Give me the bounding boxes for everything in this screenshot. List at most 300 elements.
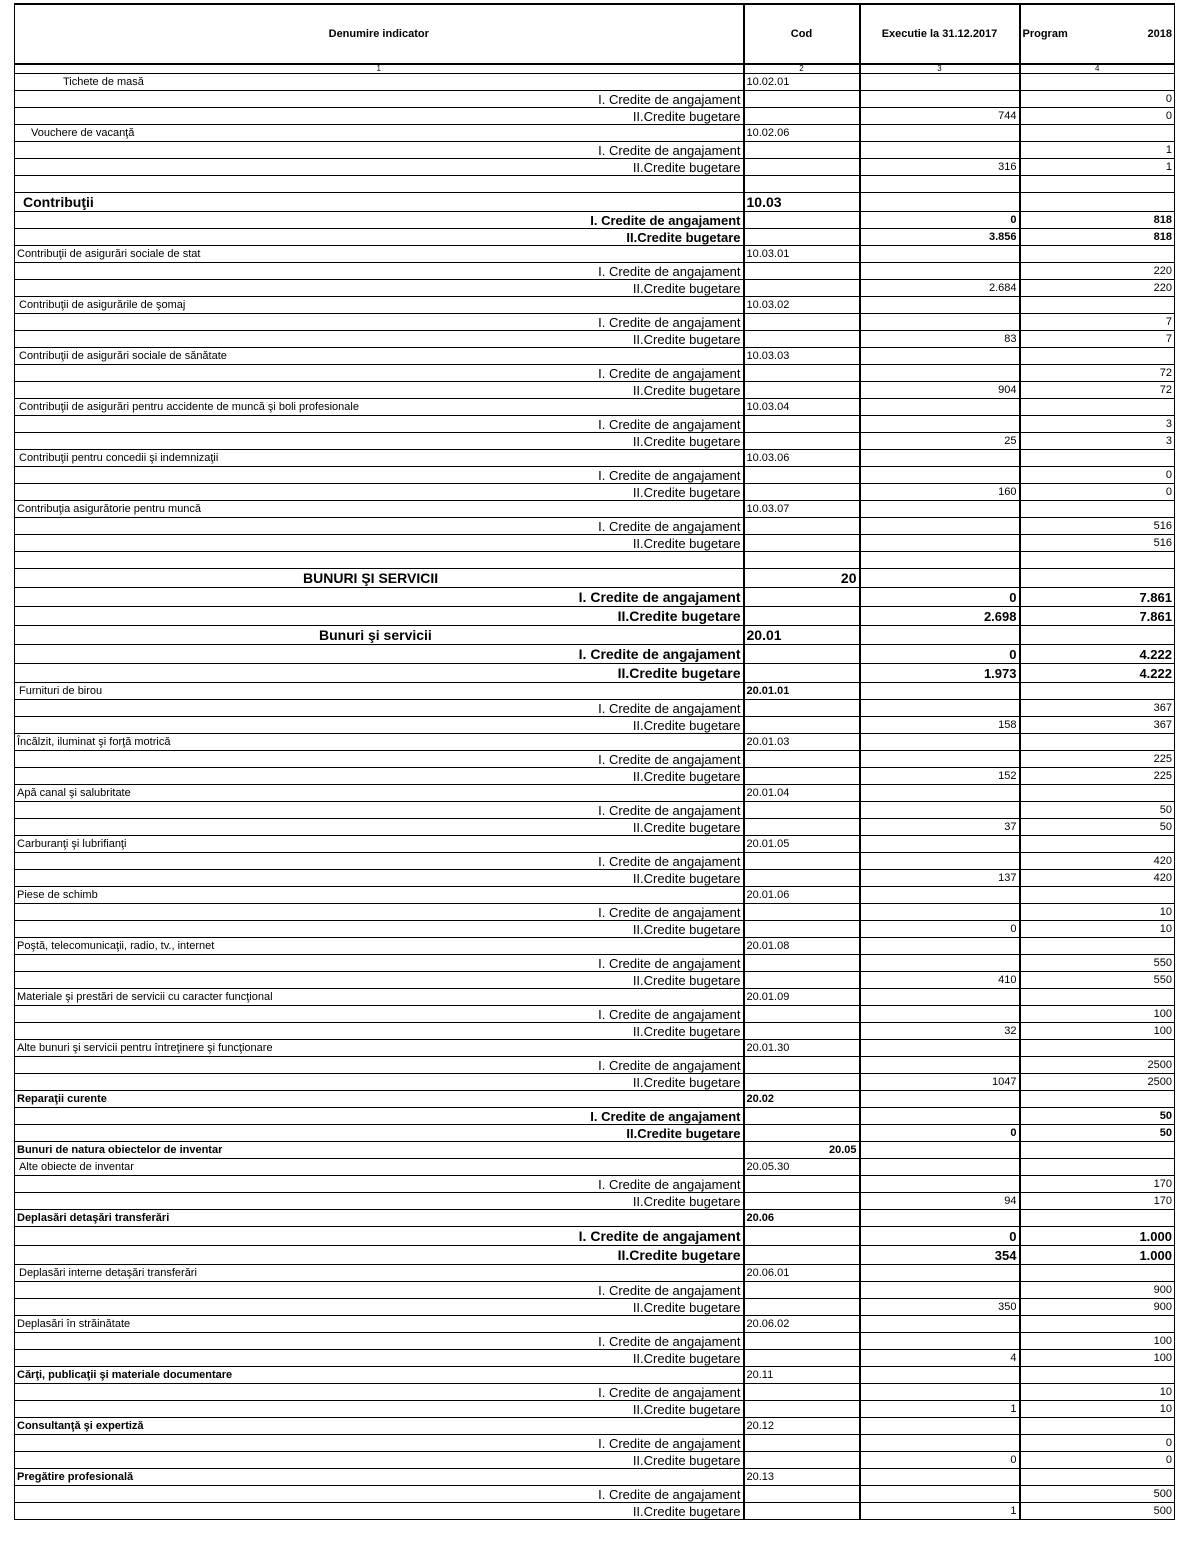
credit-line-row: [15, 263, 1175, 280]
execution-value: [860, 1282, 1020, 1299]
credit-line-row: [15, 645, 1175, 664]
credit-line-label: II.Credite bugetare: [15, 535, 744, 552]
value-cell: [1020, 297, 1175, 314]
execution-value: [860, 1176, 1020, 1193]
program-value: 900: [1020, 1282, 1175, 1299]
execution-value: 0: [860, 1125, 1020, 1142]
program-value: 100: [1020, 1350, 1175, 1367]
credit-line-row: [15, 1006, 1175, 1023]
credit-line-label: I. Credite de angajament: [15, 700, 744, 717]
value-cell: [1020, 1367, 1175, 1384]
indicator-name: Deplasări în străinătate: [15, 1316, 744, 1333]
value-cell: [860, 193, 1020, 212]
program-value: 50: [1020, 1125, 1175, 1142]
program-value: 50: [1020, 819, 1175, 836]
value-cell: [1020, 125, 1175, 142]
credit-line-label: I. Credite de angajament: [15, 518, 744, 535]
code-cell: [744, 700, 860, 717]
program-value: 0: [1020, 467, 1175, 484]
indicator-name: Cărţi, publicaţii şi materiale documentare: [15, 1367, 744, 1384]
program-value: 1: [1020, 142, 1175, 159]
indicator-name: Contribuţii de asigurări pentru accidente de muncă şi boli profesionale: [15, 399, 744, 416]
code-cell: [744, 484, 860, 501]
credit-line-label: I. Credite de angajament: [15, 142, 744, 159]
program-value: 170: [1020, 1176, 1175, 1193]
credit-line-label: II.Credite bugetare: [15, 921, 744, 938]
credit-line-row: [15, 1125, 1175, 1142]
indicator-name: Pregătire profesională: [15, 1469, 744, 1486]
credit-line-row: [15, 768, 1175, 785]
code-cell: [744, 467, 860, 484]
code-cell: [744, 1350, 860, 1367]
section-heading-row: [15, 569, 1175, 588]
credit-line-label: I. Credite de angajament: [15, 1176, 744, 1193]
value-cell: [1020, 989, 1175, 1006]
code-cell: [744, 1227, 860, 1246]
indicator-code: 20.01.08: [744, 938, 860, 955]
indicator-row: [15, 1159, 1175, 1176]
credit-line-row: [15, 365, 1175, 382]
program-value: 100: [1020, 1006, 1175, 1023]
blank-cell: [15, 552, 744, 569]
indicator-row: [15, 1469, 1175, 1486]
code-cell: [744, 802, 860, 819]
indicator-name: Alte obiecte de inventar: [15, 1159, 744, 1176]
value-cell: [860, 348, 1020, 365]
section-heading: Contribuţii: [15, 193, 744, 212]
value-cell: [860, 836, 1020, 853]
execution-value: [860, 700, 1020, 717]
execution-value: 904: [860, 382, 1020, 399]
credit-line-row: [15, 802, 1175, 819]
code-cell: [744, 870, 860, 887]
value-cell: [1020, 1418, 1175, 1435]
value-cell: [860, 1418, 1020, 1435]
execution-value: 137: [860, 870, 1020, 887]
credit-line-row: [15, 751, 1175, 768]
execution-value: 0: [860, 588, 1020, 607]
program-value: 7: [1020, 331, 1175, 348]
indicator-row: [15, 1210, 1175, 1227]
credit-line-label: II.Credite bugetare: [15, 870, 744, 887]
value-cell: [1020, 1265, 1175, 1282]
value-cell: [1020, 1142, 1175, 1159]
credit-line-row: [15, 518, 1175, 535]
credit-line-label: II.Credite bugetare: [15, 229, 744, 246]
execution-value: [860, 467, 1020, 484]
indicator-code: 20.05: [744, 1142, 860, 1159]
indicator-name: Carburanţi şi lubrifianţi: [15, 836, 744, 853]
credit-line-row: [15, 314, 1175, 331]
credit-line-row: [15, 382, 1175, 399]
credit-line-label: I. Credite de angajament: [15, 365, 744, 382]
credit-line-row: [15, 972, 1175, 989]
credit-line-label: I. Credite de angajament: [15, 1108, 744, 1125]
blank-cell: [15, 176, 744, 193]
credit-line-row: [15, 91, 1175, 108]
credit-line-label: I. Credite de angajament: [15, 645, 744, 664]
indicator-name: Contribuţii pentru concedii şi indemnizaţii: [15, 450, 744, 467]
indicator-code: 10.03.01: [744, 246, 860, 263]
credit-line-label: I. Credite de angajament: [15, 212, 744, 229]
execution-value: 744: [860, 108, 1020, 125]
indicator-row: [15, 246, 1175, 263]
code-cell: [744, 1452, 860, 1469]
program-value: 10: [1020, 904, 1175, 921]
indicator-row: [15, 1040, 1175, 1057]
header-row: [15, 4, 1175, 64]
value-cell: [860, 1265, 1020, 1282]
credit-line-row: [15, 1503, 1175, 1520]
value-cell: [860, 125, 1020, 142]
indicator-row: [15, 887, 1175, 904]
execution-value: 0: [860, 645, 1020, 664]
execution-value: [860, 518, 1020, 535]
indicator-name: Vouchere de vacanţă: [15, 125, 744, 142]
code-cell: [744, 1299, 860, 1316]
credit-line-row: [15, 1384, 1175, 1401]
indicator-code: 20.01.03: [744, 734, 860, 751]
program-value: 72: [1020, 365, 1175, 382]
indicator-name: Piese de schimb: [15, 887, 744, 904]
execution-value: [860, 263, 1020, 280]
credit-line-label: II.Credite bugetare: [15, 331, 744, 348]
code-cell: [744, 1486, 860, 1503]
execution-value: [860, 853, 1020, 870]
value-cell: [1020, 836, 1175, 853]
column-number-4: 4: [1020, 64, 1175, 74]
value-cell: [860, 1367, 1020, 1384]
column-number-2: 2: [744, 64, 860, 74]
value-cell: [860, 297, 1020, 314]
credit-line-label: II.Credite bugetare: [15, 1193, 744, 1210]
credit-line-row: [15, 1333, 1175, 1350]
execution-value: [860, 904, 1020, 921]
program-value: 10: [1020, 1401, 1175, 1418]
value-cell: [1020, 450, 1175, 467]
value-cell: [1020, 1469, 1175, 1486]
code-cell: [744, 1176, 860, 1193]
section-heading-row: [15, 626, 1175, 645]
program-value: 170: [1020, 1193, 1175, 1210]
code-cell: [744, 108, 860, 125]
code-cell: [744, 1384, 860, 1401]
program-value: 500: [1020, 1503, 1175, 1520]
indicator-code: 20.01.05: [744, 836, 860, 853]
value-cell: [1020, 734, 1175, 751]
indicator-code: 10.02.06: [744, 125, 860, 142]
blank-cell: [744, 552, 860, 569]
execution-value: 25: [860, 433, 1020, 450]
blank-cell: [744, 176, 860, 193]
blank-cell: [860, 552, 1020, 569]
indicator-row: [15, 989, 1175, 1006]
indicator-code: 20.06.01: [744, 1265, 860, 1282]
program-value: 225: [1020, 768, 1175, 785]
indicator-code: 10.03.03: [744, 348, 860, 365]
indicator-code: 10.03.04: [744, 399, 860, 416]
value-cell: [860, 74, 1020, 91]
section-code: 10.03: [744, 193, 860, 212]
program-value: 7: [1020, 314, 1175, 331]
program-value: 3: [1020, 416, 1175, 433]
execution-value: 32: [860, 1023, 1020, 1040]
credit-line-row: [15, 607, 1175, 626]
execution-value: 354: [860, 1246, 1020, 1265]
credit-line-row: [15, 159, 1175, 176]
code-cell: [744, 1023, 860, 1040]
code-cell: [744, 717, 860, 734]
value-cell: [860, 785, 1020, 802]
credit-line-row: [15, 1350, 1175, 1367]
code-cell: [744, 1246, 860, 1265]
section-code: 20: [744, 569, 860, 588]
execution-value: 0: [860, 1452, 1020, 1469]
value-cell: [860, 1210, 1020, 1227]
credit-line-label: II.Credite bugetare: [15, 1401, 744, 1418]
program-value: 4.222: [1020, 664, 1175, 683]
code-cell: [744, 1074, 860, 1091]
value-cell: [1020, 887, 1175, 904]
code-cell: [744, 955, 860, 972]
code-cell: [744, 921, 860, 938]
program-value: 4.222: [1020, 645, 1175, 664]
code-cell: [744, 365, 860, 382]
code-cell: [744, 1006, 860, 1023]
budget-table: [14, 3, 1175, 1520]
program-value: 0: [1020, 108, 1175, 125]
blank-row: [15, 552, 1175, 569]
indicator-row: [15, 74, 1175, 91]
value-cell: [860, 399, 1020, 416]
execution-value: 3.856: [860, 229, 1020, 246]
indicator-name: Contribuţii de asigurări sociale de sănătate: [15, 348, 744, 365]
credit-line-row: [15, 1435, 1175, 1452]
credit-line-row: [15, 1227, 1175, 1246]
indicator-code: 10.03.02: [744, 297, 860, 314]
program-value: 2500: [1020, 1074, 1175, 1091]
credit-line-label: I. Credite de angajament: [15, 1435, 744, 1452]
credit-line-row: [15, 870, 1175, 887]
blank-cell: [1020, 552, 1175, 569]
execution-value: [860, 1435, 1020, 1452]
program-value: 516: [1020, 518, 1175, 535]
blank-cell: [860, 176, 1020, 193]
credit-line-label: I. Credite de angajament: [15, 751, 744, 768]
credit-line-row: [15, 921, 1175, 938]
value-cell: [860, 938, 1020, 955]
indicator-row: [15, 450, 1175, 467]
credit-line-row: [15, 1023, 1175, 1040]
value-cell: [860, 569, 1020, 588]
code-cell: [744, 1503, 860, 1520]
execution-value: [860, 1486, 1020, 1503]
execution-value: 350: [860, 1299, 1020, 1316]
program-value: 0: [1020, 1435, 1175, 1452]
credit-line-row: [15, 108, 1175, 125]
code-cell: [744, 1108, 860, 1125]
code-cell: [744, 331, 860, 348]
execution-value: [860, 1006, 1020, 1023]
execution-value: [860, 1333, 1020, 1350]
indicator-code: 20.01.30: [744, 1040, 860, 1057]
credit-line-row: [15, 664, 1175, 683]
program-value: 220: [1020, 263, 1175, 280]
code-cell: [744, 1282, 860, 1299]
code-cell: [744, 382, 860, 399]
credit-line-label: II.Credite bugetare: [15, 664, 744, 683]
indicator-name: Bunuri de natura obiectelor de inventar: [15, 1142, 744, 1159]
indicator-code: 20.02: [744, 1091, 860, 1108]
value-cell: [1020, 1159, 1175, 1176]
credit-line-row: [15, 819, 1175, 836]
credit-line-label: I. Credite de angajament: [15, 802, 744, 819]
value-cell: [1020, 1040, 1175, 1057]
value-cell: [860, 1159, 1020, 1176]
header-executie: Executie la 31.12.2017: [860, 4, 1020, 64]
value-cell: [1020, 348, 1175, 365]
credit-line-row: [15, 416, 1175, 433]
indicator-row: [15, 734, 1175, 751]
program-value: 0: [1020, 91, 1175, 108]
value-cell: [860, 501, 1020, 518]
code-cell: [744, 229, 860, 246]
credit-line-label: II.Credite bugetare: [15, 717, 744, 734]
header-cod: Cod: [744, 4, 860, 64]
section-code: 20.01: [744, 626, 860, 645]
credit-line-label: I. Credite de angajament: [15, 1227, 744, 1246]
indicator-code: 20.01.09: [744, 989, 860, 1006]
value-cell: [860, 1142, 1020, 1159]
indicator-name: Deplasări interne detaşări transferări: [15, 1265, 744, 1282]
execution-value: 94: [860, 1193, 1020, 1210]
value-cell: [1020, 1091, 1175, 1108]
indicator-name: Încălzit, iluminat şi forţă motrică: [15, 734, 744, 751]
program-value: 367: [1020, 717, 1175, 734]
program-value: 7.861: [1020, 588, 1175, 607]
value-cell: [860, 734, 1020, 751]
credit-line-label: II.Credite bugetare: [15, 1299, 744, 1316]
value-cell: [1020, 569, 1175, 588]
value-cell: [1020, 938, 1175, 955]
code-cell: [744, 91, 860, 108]
program-value: 500: [1020, 1486, 1175, 1503]
credit-line-row: [15, 229, 1175, 246]
credit-line-label: II.Credite bugetare: [15, 768, 744, 785]
value-cell: [860, 1040, 1020, 1057]
code-cell: [744, 1125, 860, 1142]
credit-line-label: I. Credite de angajament: [15, 467, 744, 484]
indicator-name: Contribuţii de asigurările de şomaj: [15, 297, 744, 314]
execution-value: 0: [860, 212, 1020, 229]
credit-line-label: II.Credite bugetare: [15, 1023, 744, 1040]
code-cell: [744, 212, 860, 229]
value-cell: [860, 683, 1020, 700]
program-value: 100: [1020, 1333, 1175, 1350]
credit-line-row: [15, 1074, 1175, 1091]
credit-line-label: II.Credite bugetare: [15, 484, 744, 501]
indicator-code: 20.01.01: [744, 683, 860, 700]
section-heading: BUNURI ŞI SERVICII: [15, 569, 744, 588]
execution-value: [860, 1384, 1020, 1401]
credit-line-row: [15, 1282, 1175, 1299]
code-cell: [744, 433, 860, 450]
program-value: 900: [1020, 1299, 1175, 1316]
indicator-name: Tichete de masă: [15, 74, 744, 91]
credit-line-row: [15, 588, 1175, 607]
indicator-name: Consultanţă şi expertiză: [15, 1418, 744, 1435]
program-value: 1: [1020, 159, 1175, 176]
credit-line-row: [15, 1193, 1175, 1210]
credit-line-label: II.Credite bugetare: [15, 433, 744, 450]
indicator-code: 10.03.07: [744, 501, 860, 518]
indicator-row: [15, 297, 1175, 314]
execution-value: 1.973: [860, 664, 1020, 683]
execution-value: 410: [860, 972, 1020, 989]
credit-line-label: II.Credite bugetare: [15, 607, 744, 626]
code-cell: [744, 314, 860, 331]
credit-line-label: II.Credite bugetare: [15, 972, 744, 989]
header-program: [1020, 4, 1175, 64]
code-cell: [744, 1401, 860, 1418]
indicator-code: 10.02.01: [744, 74, 860, 91]
indicator-row: [15, 348, 1175, 365]
indicator-row: [15, 836, 1175, 853]
execution-value: [860, 955, 1020, 972]
code-cell: [744, 588, 860, 607]
program-value: 367: [1020, 700, 1175, 717]
execution-value: 37: [860, 819, 1020, 836]
indicator-name: Reparaţii curente: [15, 1091, 744, 1108]
indicator-row: [15, 1418, 1175, 1435]
value-cell: [860, 246, 1020, 263]
indicator-name: Materiale şi prestări de servicii cu caracter funcţional: [15, 989, 744, 1006]
value-cell: [1020, 193, 1175, 212]
code-cell: [744, 535, 860, 552]
blank-row: [15, 176, 1175, 193]
header-program-label: Program: [1022, 27, 1068, 40]
indicator-code: 20.13: [744, 1469, 860, 1486]
program-value: 1.000: [1020, 1227, 1175, 1246]
execution-value: 160: [860, 484, 1020, 501]
indicator-name: Contribuţia asigurătorie pentru muncă: [15, 501, 744, 518]
indicator-name: Apă canal şi salubritate: [15, 785, 744, 802]
program-value: 3: [1020, 433, 1175, 450]
credit-line-row: [15, 1057, 1175, 1074]
indicator-code: 20.06.02: [744, 1316, 860, 1333]
credit-line-row: [15, 535, 1175, 552]
program-value: 818: [1020, 212, 1175, 229]
credit-line-label: II.Credite bugetare: [15, 382, 744, 399]
credit-line-row: [15, 484, 1175, 501]
program-value: 50: [1020, 1108, 1175, 1125]
credit-line-row: [15, 700, 1175, 717]
credit-line-label: II.Credite bugetare: [15, 1125, 744, 1142]
code-cell: [744, 607, 860, 626]
code-cell: [744, 768, 860, 785]
execution-value: 316: [860, 159, 1020, 176]
header-program-year: 2018: [1147, 27, 1172, 40]
value-cell: [1020, 74, 1175, 91]
indicator-row: [15, 785, 1175, 802]
value-cell: [860, 1091, 1020, 1108]
code-cell: [744, 1057, 860, 1074]
credit-line-label: I. Credite de angajament: [15, 1006, 744, 1023]
credit-line-row: [15, 433, 1175, 450]
credit-line-row: [15, 955, 1175, 972]
execution-value: 83: [860, 331, 1020, 348]
program-value: 0: [1020, 1452, 1175, 1469]
